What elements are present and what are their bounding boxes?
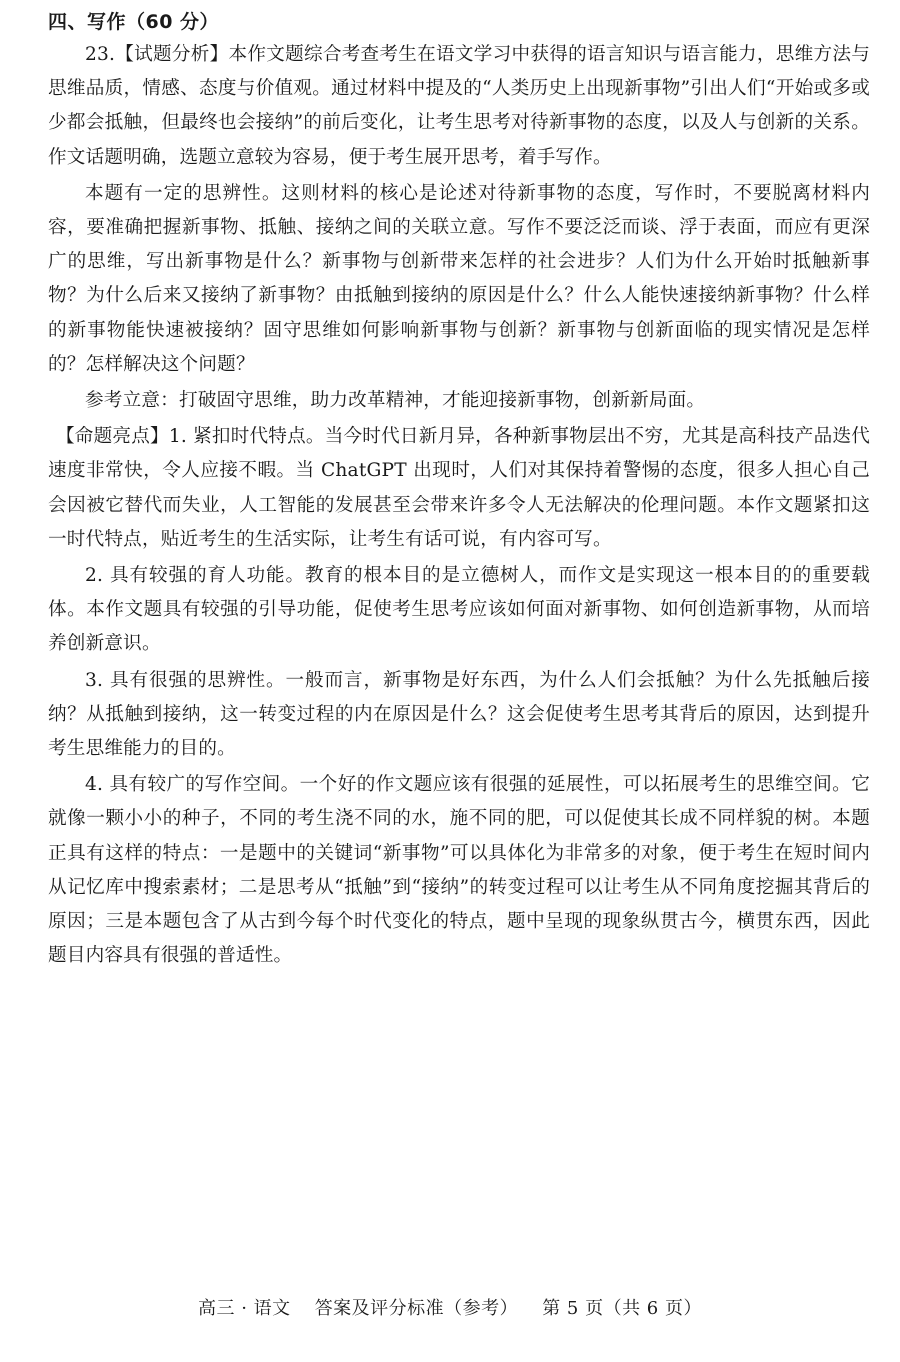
paragraph-reference-theme: 参考立意：打破固守思维，助力改革精神，才能迎接新事物，创新新局面。 — [85, 390, 706, 412]
footer-subject: 高三 · 语文 — [198, 1298, 291, 1319]
page-footer — [0, 1296, 900, 1322]
paragraph-highlight-3: 3. 具有很强的思辨性。一般而言，新事物是好东西，为什么人们会抵触？为什么先抵触后接纳？从抵触到接纳，这一转变过程的内在原因是什么？这会促使考生思考其背后的原因，达到提升考生思维能力的目的。 — [48, 669, 870, 760]
footer-page-info: 第 5 页（共 6 页） — [542, 1298, 702, 1319]
paragraph-highlight-1: 【命题亮点】1. 紧扣时代特点。当今时代日新月异，各种新事物层出不穷，尤其是高科技产品迭代速度非常快，令人应接不暇。当 ChatGPT 出现时，人们对其保持着警惕的态度，很多人担心自己会因被它替代而失业，人工智能的发展甚至会带来许多令人无法解决的伦理问题。本作文题紧扣这一时代特点，贴近考生的生活实际，让考生有话可说，有内容可写。 — [48, 426, 870, 550]
paragraph-analysis: 23.【试题分析】本作文题综合考查考生在语文学习中获得的语言知识与语言能力，思维方法与思维品质，情感、态度与价值观。通过材料中提及的“人类历史上出现新事物”引出人们“开始或多或少都会抵触，但最终也会接纳”的前后变化，让考生思考对待新事物的态度，以及人与创新的关系。作文话题明确，选题立意较为容易，便于考生展开思考，着手写作。 — [48, 44, 870, 168]
paragraph-highlight-4: 4. 具有较广的写作空间。一个好的作文题应该有很强的延展性，可以拓展考生的思维空间。它就像一颗小小的种子，不同的考生浇不同的水，施不同的肥，可以促使其长成不同样貌的树。本题正具有这样的特点：一是题中的关键词“新事物”可以具体化为非常多的对象，便于考生在短时间内从记忆库中搜索素材；二是思考从“抵触”到“接纳”的转变过程可以让考生从不同角度挖掘其背后的原因；三是本题包含了从古到今每个时代变化的特点，题中呈现的现象纵贯古今，横贯东西，因此题目内容具有很强的普适性。 — [48, 774, 870, 967]
paragraph-highlight-2: 2. 具有较强的育人功能。教育的根本目的是立德树人，而作文是实现这一根本目的的重要载体。本作文题具有较强的引导功能，促使考生思考应该如何面对新事物、如何创造新事物，从而培养创新意识。 — [48, 565, 870, 655]
document-body — [48, 6, 870, 973]
footer-doc-type: 答案及评分标准（参考） — [314, 1298, 519, 1319]
section-heading: 四、写作（60 分） — [48, 11, 220, 33]
paragraph-dialectic: 本题有一定的思辨性。这则材料的核心是论述对待新事物的态度，写作时，不要脱离材料内容，要准确把握新事物、抵触、接纳之间的关联立意。写作不要泛泛而谈、浮于表面，而应有更深广的思维，写出新事物是什么？新事物与创新带来怎样的社会进步？人们为什么开始时抵触新事物？为什么后来又接纳了新事物？由抵触到接纳的原因是什么？什么人能快速接纳新事物？什么样的新事物能快速被接纳？固守思维如何影响新事物与创新？新事物与创新面临的现实情况是怎样的？怎样解决这个问题？ — [48, 182, 870, 375]
